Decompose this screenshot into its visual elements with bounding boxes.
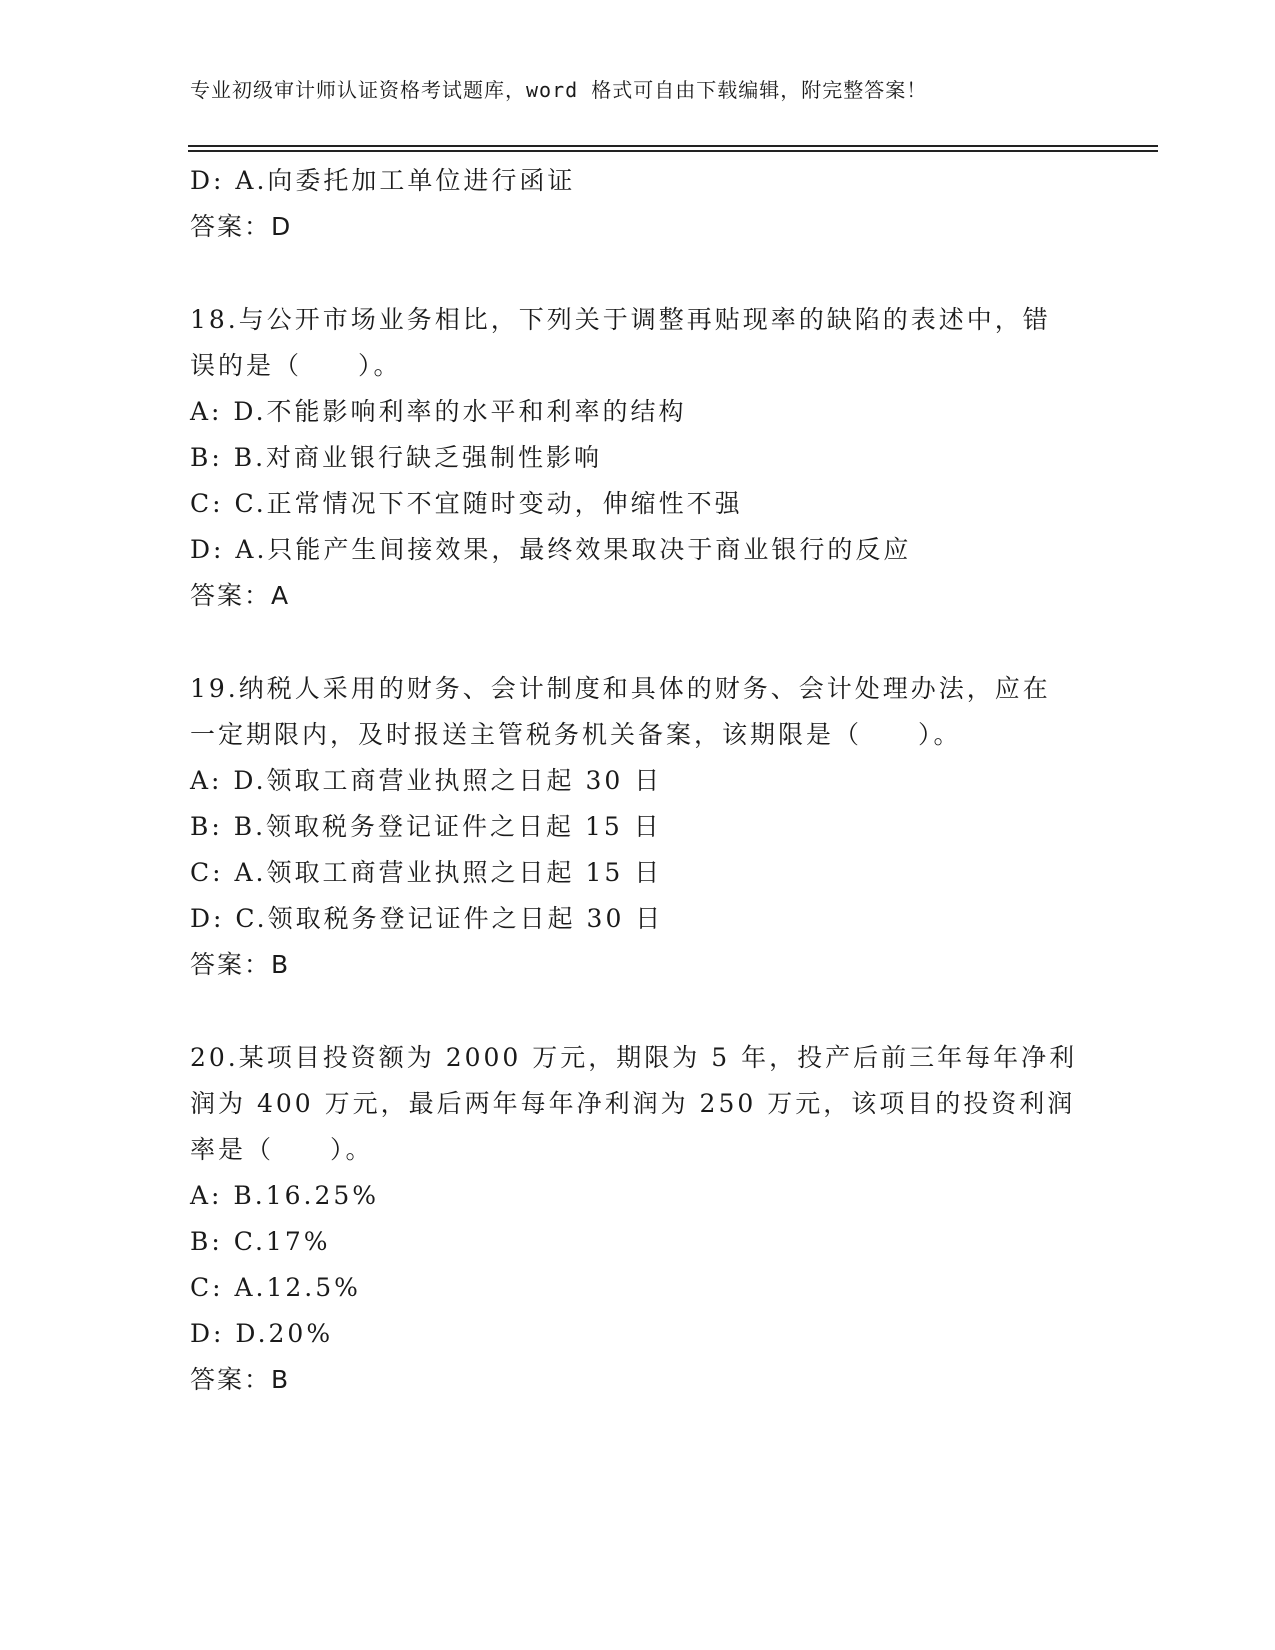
option-line: D: A.向委托加工单位进行函证	[190, 166, 576, 195]
question-stem-line: 率是（ ）。	[190, 1135, 374, 1164]
option-c: C: A.领取工商营业执照之日起 15 日	[190, 858, 663, 887]
option-b: B: B.对商业银行缺乏强制性影响	[190, 443, 603, 472]
question-content	[190, 158, 1090, 1403]
option-a: A: D.不能影响利率的水平和利率的结构	[190, 397, 687, 426]
question-stem-line: 一定期限内，及时报送主管税务机关备案，该期限是（ ）。	[190, 720, 962, 749]
option-a: A: B.16.25%	[190, 1181, 380, 1210]
question-stem-line: 20.某项目投资额为 2000 万元，期限为 5 年，投产后前三年每年净利	[190, 1043, 1078, 1072]
option-c: C: A.12.5%	[190, 1273, 361, 1302]
option-d: D: A.只能产生间接效果，最终效果取决于商业银行的反应	[190, 535, 912, 564]
question-stem-line: 19.纳税人采用的财务、会计制度和具体的财务、会计处理办法，应在	[190, 674, 1051, 703]
question-19	[190, 666, 1090, 988]
header-divider-top	[188, 145, 1158, 147]
question-20	[190, 1035, 1090, 1403]
option-c: C: C.正常情况下不宜随时变动，伸缩性不强	[190, 489, 743, 518]
answer-line: 答案：B	[190, 1365, 291, 1394]
answer-line: 答案：D	[190, 212, 293, 241]
option-d: D: D.20%	[190, 1319, 334, 1348]
previous-question-tail	[190, 158, 1090, 250]
question-stem-line: 误的是（ ）。	[190, 351, 402, 380]
question-stem-line: 润为 400 万元，最后两年每年净利润为 250 万元，该项目的投资利润	[190, 1089, 1076, 1118]
option-d: D: C.领取税务登记证件之日起 30 日	[190, 904, 664, 933]
page-header: 专业初级审计师认证资格考试题库，word 格式可自由下载编辑，附完整答案！	[190, 78, 928, 102]
answer-line: 答案：A	[190, 581, 291, 610]
answer-line: 答案：B	[190, 950, 291, 979]
question-18	[190, 297, 1090, 619]
header-divider-bottom	[188, 150, 1158, 152]
question-stem-line: 18.与公开市场业务相比，下列关于调整再贴现率的缺陷的表述中，错	[190, 305, 1051, 334]
option-a: A: D.领取工商营业执照之日起 30 日	[190, 766, 663, 795]
option-b: B: C.17%	[190, 1227, 331, 1256]
option-b: B: B.领取税务登记证件之日起 15 日	[190, 812, 662, 841]
